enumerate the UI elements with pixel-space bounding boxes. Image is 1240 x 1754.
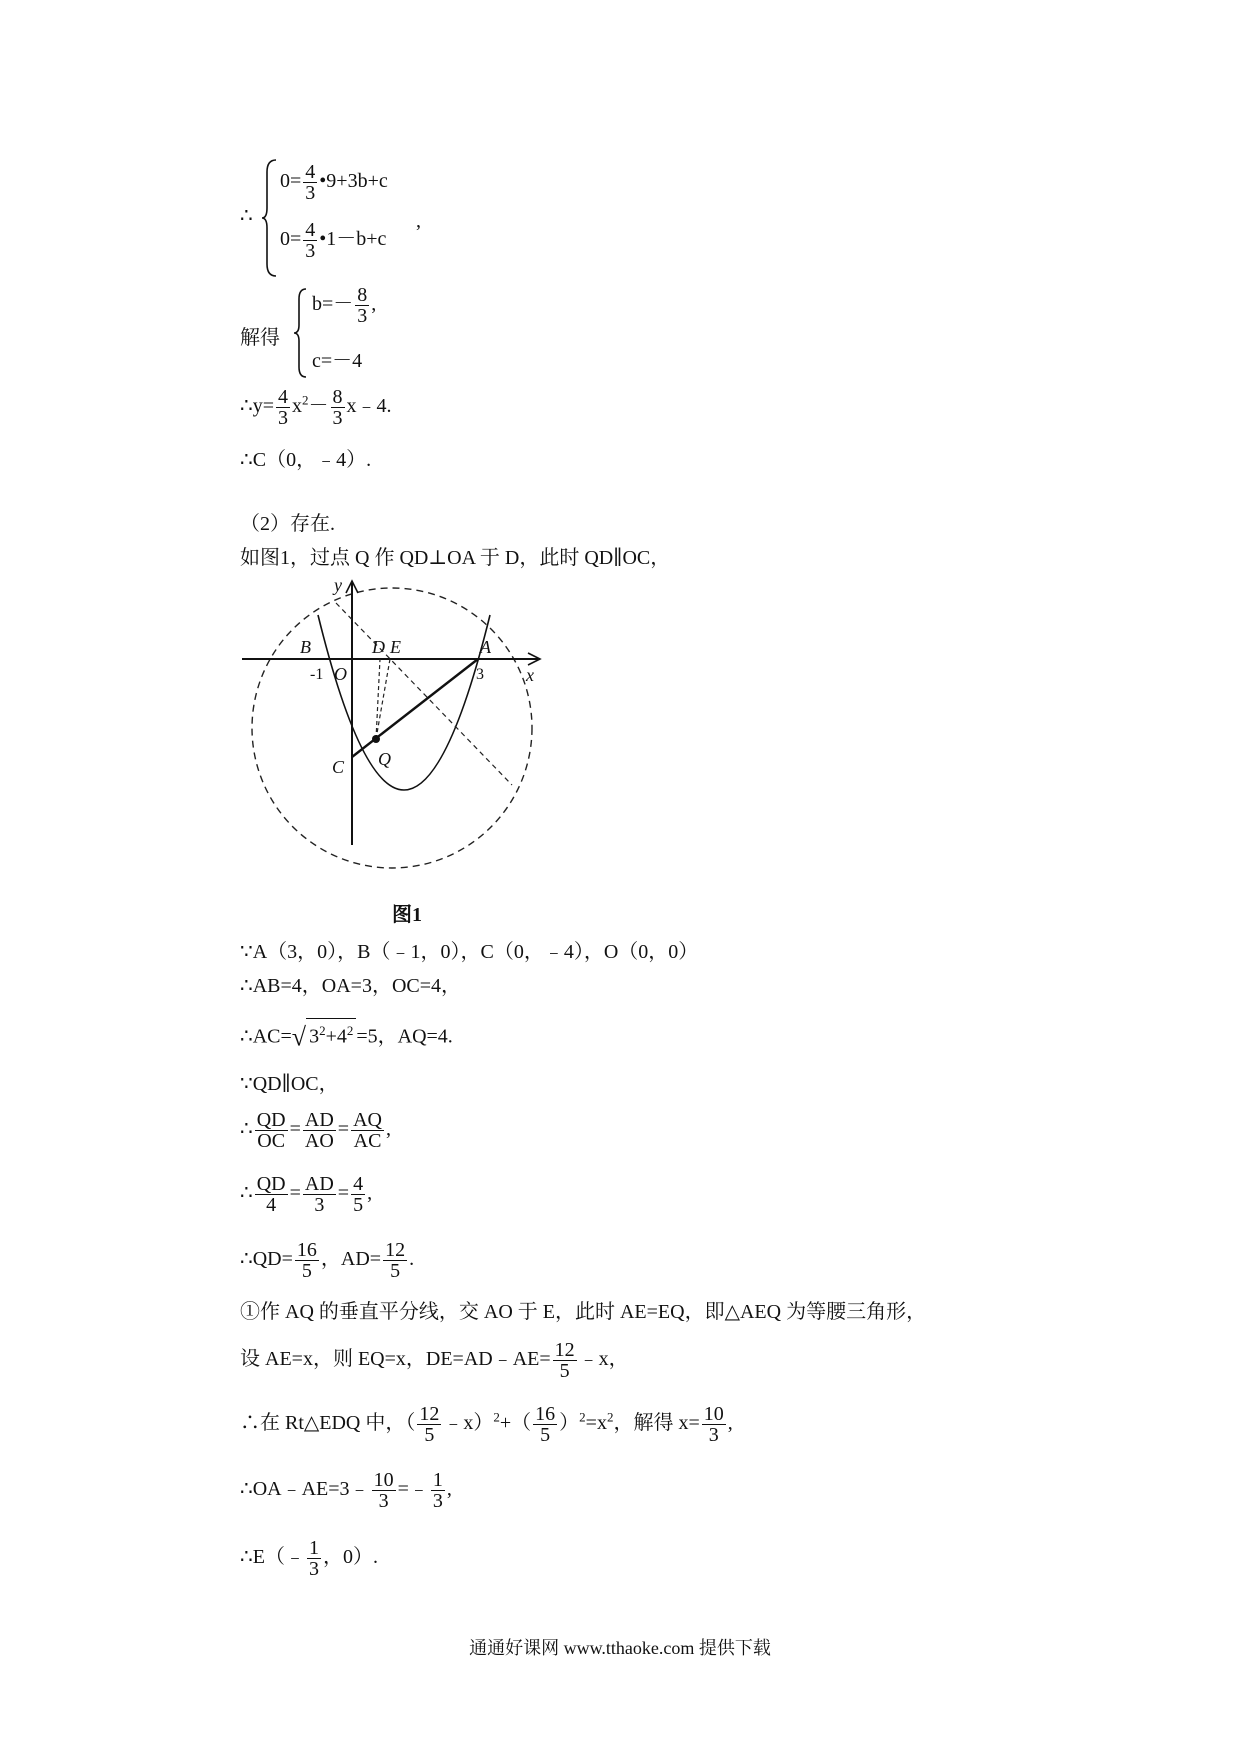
lengths-line: ∴AB=4，OA=3，OC=4， xyxy=(240,975,462,997)
label-minus-one: -1 xyxy=(310,666,324,683)
label-d: D xyxy=(372,637,385,657)
fraction: $\frac{QD}{OC}$ xyxy=(256,1109,286,1152)
sqrt-sign: √ xyxy=(291,1022,307,1052)
point-c-line: ∴C（0，﹣4）. xyxy=(240,449,372,471)
label-x: x xyxy=(526,665,534,685)
dashed-qd xyxy=(376,659,380,739)
fraction: $\frac{4}{3}$ xyxy=(305,219,316,262)
system1-comma: , xyxy=(416,210,421,232)
point-q xyxy=(372,735,380,743)
fraction: $\frac{AD}{3}$ xyxy=(304,1173,334,1216)
figure-intro: 如图1，过点 Q 作 QD⊥OA 于 D，此时 QD∥OC， xyxy=(240,547,671,569)
fraction: $\frac{12}{5}$ xyxy=(385,1239,406,1282)
equation-system-1 xyxy=(240,158,440,278)
radicand: $3^2+4^2$ xyxy=(306,1018,356,1049)
label-o: O xyxy=(334,664,347,684)
left-brace xyxy=(294,287,308,379)
fraction: $\frac{16}{5}$ xyxy=(535,1403,556,1446)
set-line: 设 AE=x，则 EQ=x，DE=AD﹣AE= $\frac{12}{5}$ ﹣x， xyxy=(240,1339,629,1382)
fraction: $\frac{AD}{AO}$ xyxy=(304,1109,334,1152)
label-y: y xyxy=(334,575,342,595)
page-footer: 通通好课网 www.tthaoke.com 提供下载 xyxy=(469,1638,771,1658)
coords-line: ∵A（3，0），B（﹣1，0），C（0，﹣4），O（0，0） xyxy=(240,941,699,963)
dashed-qe xyxy=(376,659,390,739)
fraction: $\frac{12}{5}$ xyxy=(419,1403,440,1446)
part2-heading: （2）存在. xyxy=(240,513,335,535)
ratio-line-1: ∴ $\frac{QD}{OC}$ = $\frac{AD}{AO}$ = $\frac{AQ}{AC}$ , xyxy=(240,1109,391,1152)
label-b: B xyxy=(300,637,311,657)
label-three: 3 xyxy=(476,666,484,683)
left-brace xyxy=(262,158,278,278)
fraction: $\frac{QD}{4}$ xyxy=(256,1173,286,1216)
figure-caption: 图1 xyxy=(392,904,422,926)
equation-system-2 xyxy=(240,285,440,381)
fraction: $\frac{4}{5}$ xyxy=(353,1173,364,1216)
fraction: $\frac{AQ}{AC}$ xyxy=(353,1109,382,1152)
fraction: $\frac{4}{3}$ xyxy=(278,386,289,429)
fraction: $\frac{1}{3}$ xyxy=(432,1469,443,1512)
system1-eq1: 0= $\frac{4}{3}$ •9+3b+c xyxy=(280,161,388,204)
system2-b: b=－ $\frac{8}{3}$ , xyxy=(312,284,377,327)
dashed-circle xyxy=(252,588,532,868)
ac-line: ∴AC=√ $3^2+4^2 =5$，AQ=4. xyxy=(240,1018,453,1050)
label-q: Q xyxy=(378,749,391,769)
segment-ca xyxy=(352,659,478,757)
rt-triangle-line: ∴在 Rt△EDQ 中，（ $\frac{12}{5}$ ﹣x）$^2$+（ $\frac{16}{5}$ ）$^2=x^2$，解得 x= $\frac{10}{3}$ , xyxy=(240,1403,733,1446)
fraction: $\frac{12}{5}$ xyxy=(554,1339,575,1382)
label-e: E xyxy=(390,637,401,657)
system1-eq2: 0= $\frac{4}{3}$ •1－b+c xyxy=(280,219,387,262)
case1-line: ①作 AQ 的垂直平分线，交 AO 于 E，此时 AE=EQ，即△AEQ 为等腰三角形， xyxy=(240,1301,927,1323)
fraction: $\frac{4}{3}$ xyxy=(305,161,316,204)
fraction: $\frac{1}{3}$ xyxy=(308,1537,319,1580)
label-c: C xyxy=(332,757,345,777)
oa-line: ∴OA﹣AE=3﹣ $\frac{10}{3}$ =﹣ $\frac{1}{3}$ , xyxy=(240,1469,452,1512)
system2-c: c=－4 xyxy=(312,350,363,372)
fraction: $\frac{10}{3}$ xyxy=(703,1403,724,1446)
fraction: $\frac{8}{3}$ xyxy=(357,284,368,327)
parabola-figure xyxy=(240,575,560,905)
point-e-line: ∴E（﹣ $\frac{1}{3}$ ，0）. xyxy=(240,1537,378,1580)
fraction: $\frac{10}{3}$ xyxy=(373,1469,394,1512)
therefore-symbol: ∴ xyxy=(240,205,253,227)
result-line: ∴QD= $\frac{16}{5}$ ，AD= $\frac{12}{5}$ . xyxy=(240,1239,415,1282)
fraction: $\frac{16}{5}$ xyxy=(296,1239,317,1282)
label-a: A xyxy=(480,637,491,657)
ratio-line-2: ∴ $\frac{QD}{4}$ = $\frac{AD}{3}$ = $\frac{4}{5}$ , xyxy=(240,1173,373,1216)
solve-label: 解得 xyxy=(240,327,280,349)
parabola-equation: ∴y= $\frac{4}{3}$ $x^2-$ $\frac{8}{3}$ x﹣4. xyxy=(240,386,392,429)
fraction: $\frac{8}{3}$ xyxy=(332,386,343,429)
parallel-line: ∵QD∥OC， xyxy=(240,1073,339,1095)
